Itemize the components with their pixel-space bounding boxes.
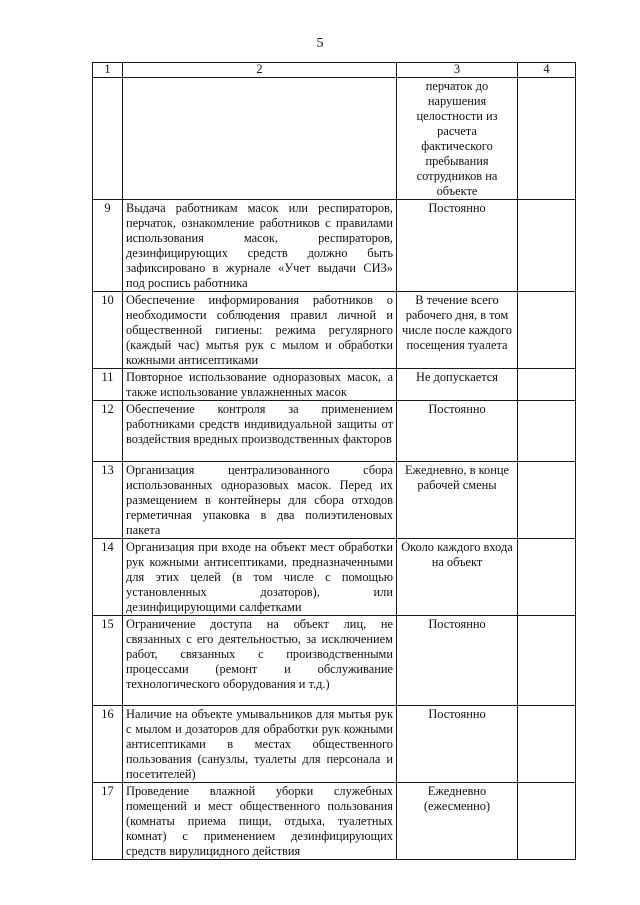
table-row [93,539,576,616]
table-row [93,292,576,369]
row-number: 9 [93,200,123,292]
measures-table [92,62,576,860]
table-row [93,200,576,292]
row-note [518,401,576,462]
row-note [518,200,576,292]
row-description: Организация при входе на объект мест обработки рук кожными антисептиками, предназначенными для этих целей (в том числе с помощью установленных дозаторов), или дезинфицирующими салфетками [123,539,397,616]
row-number: 14 [93,539,123,616]
row-description: Обеспечение информирования работников о необходимости соблюдения правил личной и общественной гигиены: режима регулярного (каждый час) мытья рук с мылом и обработки кожными антисептиками [123,292,397,369]
row-number: 15 [93,616,123,706]
table-row [93,401,576,462]
table-row [93,783,576,860]
table-row [93,369,576,401]
row-number: 12 [93,401,123,462]
row-number: 16 [93,706,123,783]
table-row [93,706,576,783]
row-term: Около каждого входа на объект [397,539,518,616]
row-description: Ограничение доступа на объект лиц, не связанных с его деятельностью, за исключением работ, связанных с производственными процессами (ремонт и обслуживание технологического оборудования и т.д.) [123,616,397,706]
row-note [518,783,576,860]
row-note [518,292,576,369]
row-term: Ежедневно (ежесменно) [397,783,518,860]
row-term: Постоянно [397,706,518,783]
row-number [93,78,123,200]
row-note [518,462,576,539]
row-number: 17 [93,783,123,860]
header-col-4: 4 [518,63,576,78]
row-note [518,616,576,706]
header-col-3: 3 [397,63,518,78]
row-description: Выдача работникам масок или респираторов, перчаток, ознакомление работников с правилами использования масок, респираторов, дезинфицирующих средств должно быть зафиксировано в журнале «Учет выдачи СИЗ» под роспись работника [123,200,397,292]
row-number: 13 [93,462,123,539]
table-header-row [93,63,576,78]
row-number: 11 [93,369,123,401]
page-number: 5 [316,36,324,51]
row-term: В течение всего рабочего дня, в том числе после каждого посещения туалета [397,292,518,369]
row-term: перчаток до нарушения целостности из расчета фактического пребывания сотрудников на объекте [397,78,518,200]
row-note [518,78,576,200]
row-term: Постоянно [397,200,518,292]
row-description [123,78,397,200]
row-note [518,706,576,783]
table-row [93,78,576,200]
row-description: Проведение влажной уборки служебных помещений и мест общественного пользования (комнаты приема пищи, отдыха, туалетных комнат) с применением дезинфицирующих средств вирулицидного действия [123,783,397,860]
row-description: Организация централизованного сбора использованных одноразовых масок. Перед их размещением в контейнеры для сбора отходов герметичная упаковка в два полиэтиленовых пакета [123,462,397,539]
row-term: Ежедневно, в конце рабочей смены [397,462,518,539]
row-term: Постоянно [397,616,518,706]
row-description: Наличие на объекте умывальников для мытья рук с мылом и дозаторов для обработки рук кожными антисептиками в местах общественного пользования (санузлы, туалеты для персонала и посетителей) [123,706,397,783]
table-row [93,616,576,706]
row-term: Постоянно [397,401,518,462]
row-term: Не допускается [397,369,518,401]
row-description: Повторное использование одноразовых масок, а также использование увлажненных масок [123,369,397,401]
table-row [93,462,576,539]
header-col-1: 1 [93,63,123,78]
header-col-2: 2 [123,63,397,78]
row-note [518,369,576,401]
row-note [518,539,576,616]
row-description: Обеспечение контроля за применением работниками средств индивидуальной защиты от воздействия вредных производственных факторов [123,401,397,462]
row-number: 10 [93,292,123,369]
